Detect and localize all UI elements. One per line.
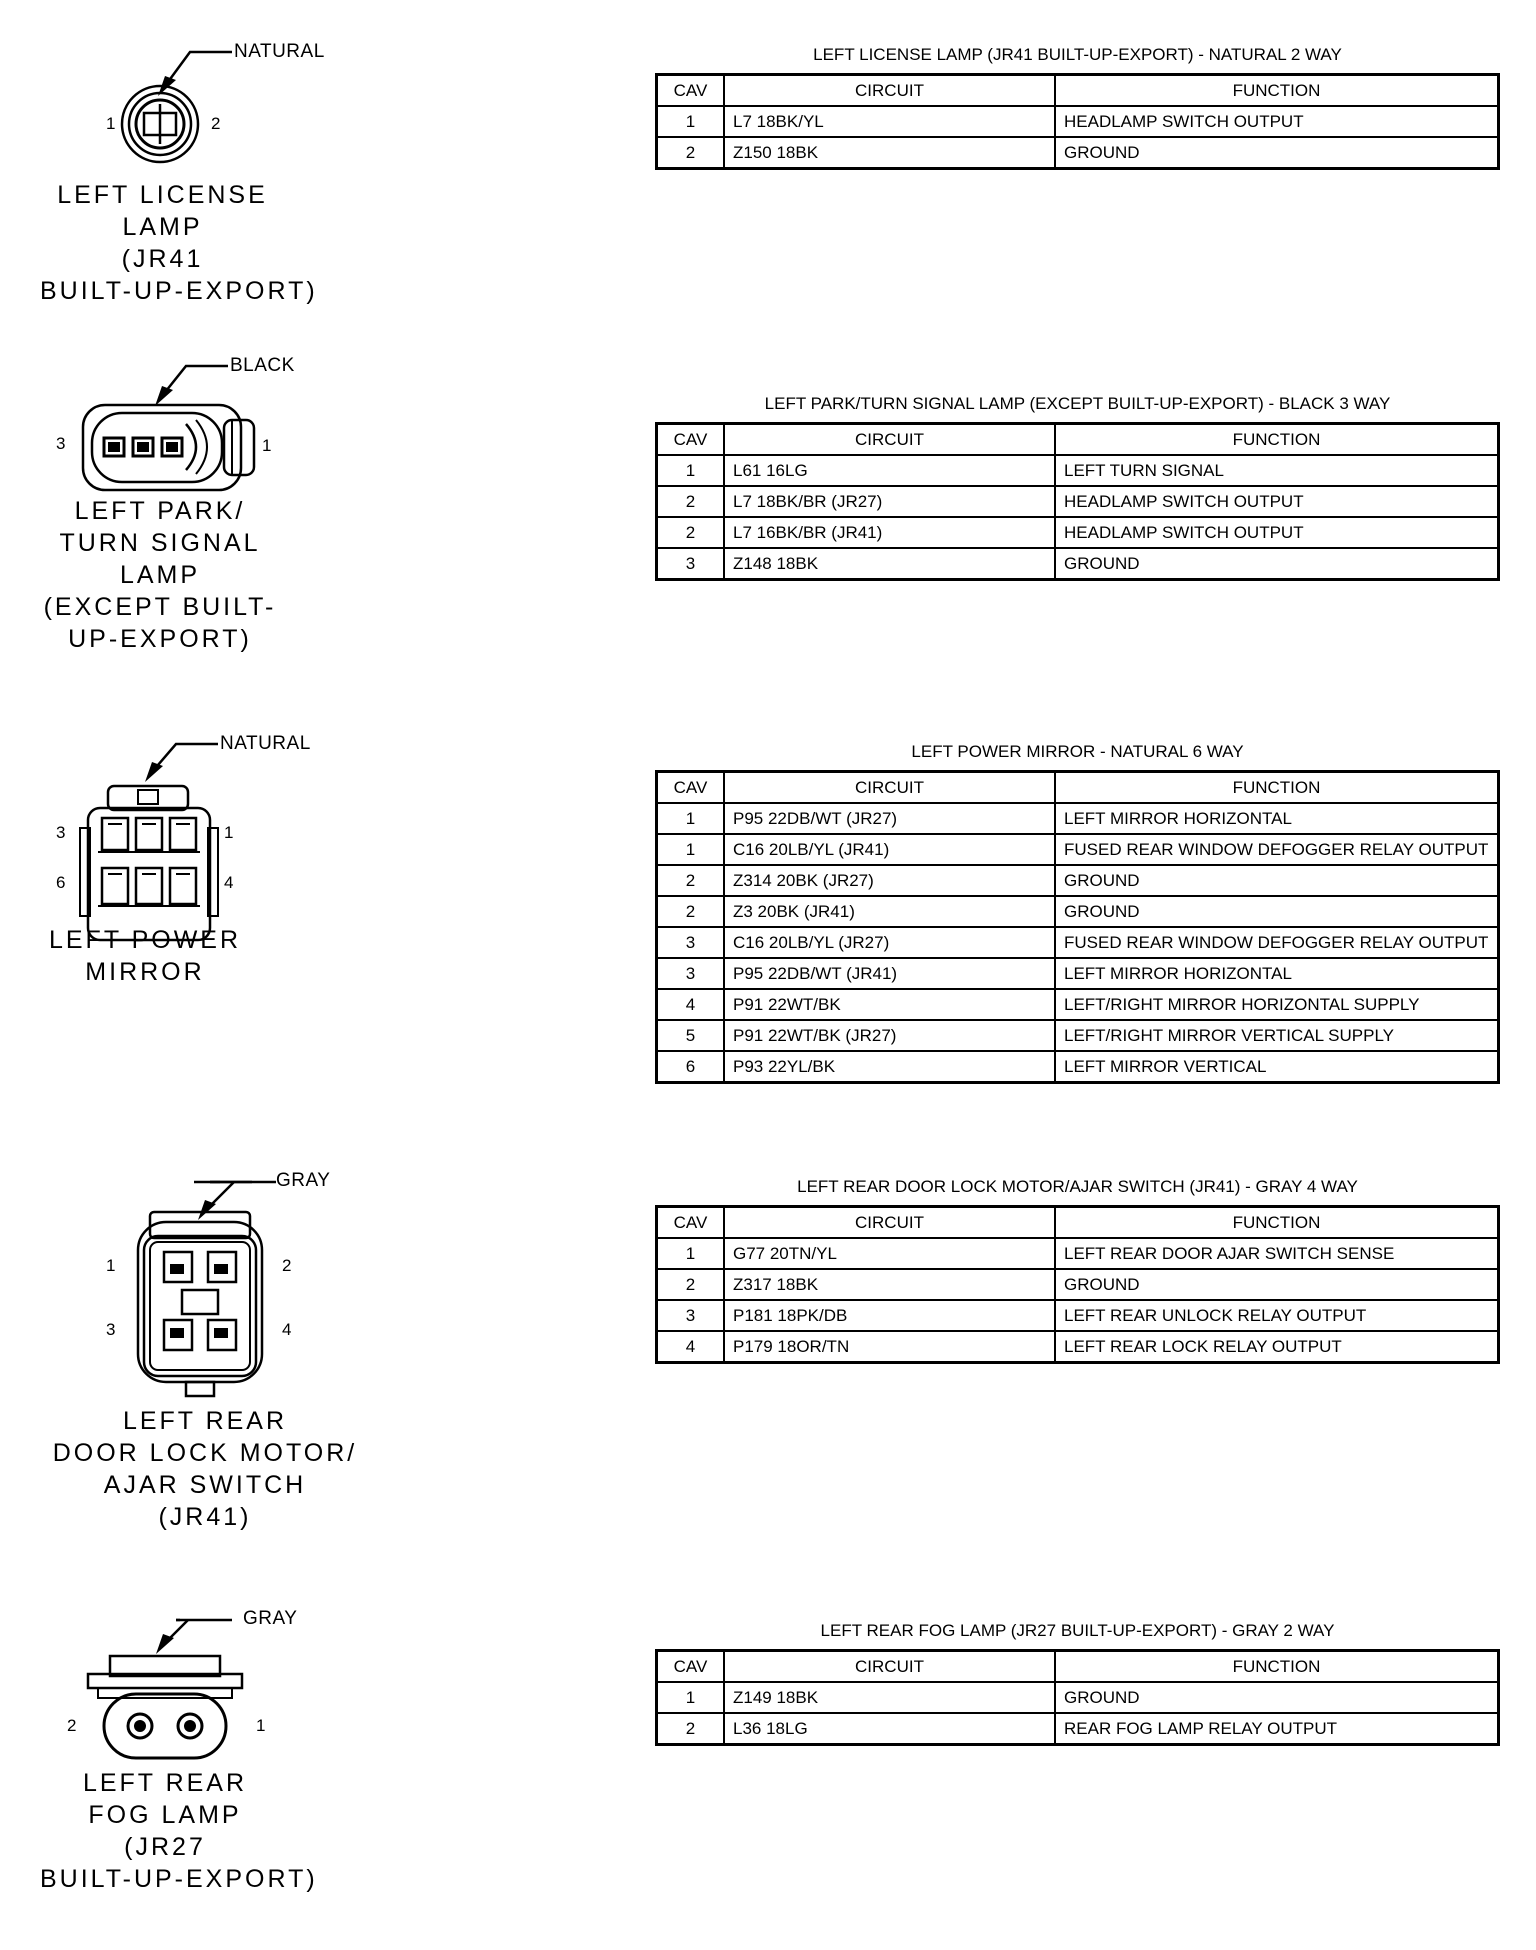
pinout-table (655, 422, 1500, 581)
table-title: LEFT POWER MIRROR - NATURAL 6 WAY (911, 742, 1244, 761)
connector-name-line: (JR27 (124, 1833, 206, 1861)
header-function: FUNCTION (1055, 1207, 1499, 1239)
function-cell: GROUND (1055, 896, 1499, 927)
function-cell: LEFT REAR DOOR AJAR SWITCH SENSE (1055, 1238, 1499, 1269)
connector-section-power-mirror (0, 730, 1536, 1130)
table-row (657, 1269, 1499, 1300)
table-row (657, 548, 1499, 580)
function-cell: LEFT/RIGHT MIRROR HORIZONTAL SUPPLY (1055, 989, 1499, 1020)
header-cav: CAV (657, 1651, 725, 1683)
circuit-cell: G77 20TN/YL (724, 1238, 1055, 1269)
table-row (657, 455, 1499, 486)
door-lock-connector-icon (0, 1160, 320, 1400)
circuit-cell: Z149 18BK (724, 1682, 1055, 1713)
function-cell: LEFT TURN SIGNAL (1055, 455, 1499, 486)
connector-name-line: LEFT REAR (122, 1407, 288, 1435)
pin-label: 6 (56, 873, 66, 892)
circuit-cell: L61 16LG (724, 455, 1055, 486)
table-row (657, 803, 1499, 834)
power-mirror-connector-icon (0, 730, 320, 930)
cav-cell: 3 (657, 548, 725, 580)
connector-name-line: TURN SIGNAL (59, 529, 261, 557)
table-row (657, 834, 1499, 865)
pinout-table (655, 770, 1500, 1084)
connector-name (20, 924, 270, 988)
connector-name (40, 179, 318, 307)
table-header-row (657, 424, 1499, 456)
pin-label: 3 (106, 1320, 116, 1339)
circuit-cell: Z317 18BK (724, 1269, 1055, 1300)
circuit-cell: Z3 20BK (JR41) (724, 896, 1055, 927)
cav-cell: 1 (657, 1682, 725, 1713)
connector-name-line: (JR41 (121, 245, 204, 273)
table-row (657, 1300, 1499, 1331)
circuit-cell: L7 16BK/BR (JR41) (724, 517, 1055, 548)
cav-cell: 3 (657, 927, 725, 958)
table-row (657, 989, 1499, 1020)
header-cav: CAV (657, 75, 725, 107)
pin-label: 1 (224, 823, 234, 842)
connector-name-line: LEFT REAR (82, 1769, 248, 1797)
cav-cell: 1 (657, 106, 725, 137)
cav-cell: 2 (657, 1269, 725, 1300)
circuit-cell: C16 20LB/YL (JR27) (724, 927, 1055, 958)
cav-cell: 2 (657, 517, 725, 548)
color-tag: NATURAL (220, 733, 311, 754)
header-circuit: CIRCUIT (724, 772, 1055, 804)
circuit-cell: L7 18BK/BR (JR27) (724, 486, 1055, 517)
pin-label: 4 (282, 1320, 292, 1339)
pin-label: 3 (56, 434, 66, 453)
header-circuit: CIRCUIT (724, 424, 1055, 456)
connector-name-line: UP-EXPORT) (68, 625, 252, 653)
cav-cell: 1 (657, 1238, 725, 1269)
connector-name-line: FOG LAMP (88, 1801, 242, 1829)
cav-cell: 3 (657, 1300, 725, 1331)
pin-label: 1 (262, 436, 272, 455)
header-cav: CAV (657, 772, 725, 804)
pin-label: 2 (282, 1256, 292, 1275)
circuit-cell: P91 22WT/BK (724, 989, 1055, 1020)
cav-cell: 4 (657, 989, 725, 1020)
function-cell: REAR FOG LAMP RELAY OUTPUT (1055, 1713, 1499, 1745)
function-cell: LEFT MIRROR VERTICAL (1055, 1051, 1499, 1083)
circuit-cell: P95 22DB/WT (JR27) (724, 803, 1055, 834)
table-row (657, 1020, 1499, 1051)
table-header-row (657, 1651, 1499, 1683)
cav-cell: 1 (657, 834, 725, 865)
table-row (657, 517, 1499, 548)
connector-name-line: (JR41) (158, 1503, 252, 1531)
table-row (657, 1238, 1499, 1269)
connector-section-park-turn-lamp (0, 350, 1536, 680)
cav-cell: 2 (657, 1713, 725, 1745)
table-header-row (657, 75, 1499, 107)
connector-name-line: LEFT PARK/ (74, 497, 246, 525)
header-function: FUNCTION (1055, 1651, 1499, 1683)
header-function: FUNCTION (1055, 75, 1499, 107)
function-cell: FUSED REAR WINDOW DEFOGGER RELAY OUTPUT (1055, 834, 1499, 865)
color-tag: NATURAL (234, 41, 325, 62)
cav-cell: 2 (657, 486, 725, 517)
table-row (657, 958, 1499, 989)
pin-label: 2 (67, 1716, 77, 1735)
circuit-cell: L7 18BK/YL (724, 106, 1055, 137)
table-title: LEFT PARK/TURN SIGNAL LAMP (EXCEPT BUILT-UP-EXPORT) - BLACK 3 WAY (764, 394, 1391, 413)
circuit-cell: P179 18OR/TN (724, 1331, 1055, 1363)
pin-label: 1 (256, 1716, 266, 1735)
connector-name (35, 495, 285, 655)
pinout-table (655, 73, 1500, 170)
pin-label: 2 (211, 114, 221, 133)
cav-cell: 1 (657, 455, 725, 486)
pinout-table (655, 1205, 1500, 1364)
function-cell: HEADLAMP SWITCH OUTPUT (1055, 106, 1499, 137)
cav-cell: 4 (657, 1331, 725, 1363)
header-function: FUNCTION (1055, 424, 1499, 456)
function-cell: LEFT REAR LOCK RELAY OUTPUT (1055, 1331, 1499, 1363)
table-row (657, 865, 1499, 896)
connector-name (40, 1767, 318, 1895)
header-cav: CAV (657, 1207, 725, 1239)
connector-name (50, 1405, 360, 1533)
connector-name-line: LEFT LICENSE (57, 181, 268, 209)
connector-section-rear-fog-lamp (0, 1600, 1536, 1950)
circuit-cell: Z150 18BK (724, 137, 1055, 169)
table-row (657, 106, 1499, 137)
header-circuit: CIRCUIT (724, 1207, 1055, 1239)
function-cell: GROUND (1055, 1269, 1499, 1300)
table-title: LEFT REAR FOG LAMP (JR27 BUILT-UP-EXPORT) - GRAY 2 WAY (820, 1621, 1335, 1640)
circuit-cell: P95 22DB/WT (JR41) (724, 958, 1055, 989)
table-header-row (657, 1207, 1499, 1239)
circuit-cell: C16 20LB/YL (JR41) (724, 834, 1055, 865)
color-tag: GRAY (276, 1170, 331, 1191)
function-cell: GROUND (1055, 137, 1499, 169)
pinout-table (655, 1649, 1500, 1746)
circuit-cell: P181 18PK/DB (724, 1300, 1055, 1331)
header-circuit: CIRCUIT (724, 1651, 1055, 1683)
circuit-cell: Z314 20BK (JR27) (724, 865, 1055, 896)
connector-name-line: LEFT POWER (48, 926, 242, 954)
function-cell: LEFT MIRROR HORIZONTAL (1055, 803, 1499, 834)
table-row (657, 927, 1499, 958)
connector-name-line: (EXCEPT BUILT- (43, 593, 277, 621)
pin-label: 4 (224, 873, 234, 892)
connector-section-license-lamp (0, 0, 1536, 330)
function-cell: LEFT REAR UNLOCK RELAY OUTPUT (1055, 1300, 1499, 1331)
cav-cell: 2 (657, 896, 725, 927)
circuit-cell: L36 18LG (724, 1713, 1055, 1745)
function-cell: LEFT/RIGHT MIRROR VERTICAL SUPPLY (1055, 1020, 1499, 1051)
function-cell: GROUND (1055, 548, 1499, 580)
connector-name-line: BUILT-UP-EXPORT) (40, 277, 318, 305)
cav-cell: 2 (657, 865, 725, 896)
table-row (657, 896, 1499, 927)
table-row (657, 137, 1499, 169)
connector-section-rear-door-lock (0, 1160, 1536, 1580)
circuit-cell: Z148 18BK (724, 548, 1055, 580)
table-row (657, 1331, 1499, 1363)
color-tag: BLACK (230, 355, 295, 376)
header-function: FUNCTION (1055, 772, 1499, 804)
function-cell: LEFT MIRROR HORIZONTAL (1055, 958, 1499, 989)
cav-cell: 2 (657, 137, 725, 169)
table-row (657, 1051, 1499, 1083)
table-header-row (657, 772, 1499, 804)
function-cell: GROUND (1055, 865, 1499, 896)
function-cell: GROUND (1055, 1682, 1499, 1713)
pin-label: 3 (56, 823, 66, 842)
connector-name-line: LAMP (119, 561, 201, 589)
connector-name-line: DOOR LOCK MOTOR/ (52, 1439, 358, 1467)
connector-name-line: MIRROR (85, 958, 205, 986)
cav-cell: 1 (657, 803, 725, 834)
pin-label: 1 (106, 114, 116, 133)
table-title: LEFT LICENSE LAMP (JR41 BUILT-UP-EXPORT) - NATURAL 2 WAY (813, 45, 1342, 64)
connector-name-line: LAMP (122, 213, 203, 241)
cav-cell: 5 (657, 1020, 725, 1051)
table-row (657, 486, 1499, 517)
connector-name-line: BUILT-UP-EXPORT) (40, 1865, 318, 1893)
table-row (657, 1713, 1499, 1745)
pin-label: 1 (106, 1256, 116, 1275)
header-cav: CAV (657, 424, 725, 456)
table-title: LEFT REAR DOOR LOCK MOTOR/AJAR SWITCH (JR41) - GRAY 4 WAY (797, 1177, 1358, 1196)
cav-cell: 6 (657, 1051, 725, 1083)
header-circuit: CIRCUIT (724, 75, 1055, 107)
cav-cell: 3 (657, 958, 725, 989)
color-tag: GRAY (243, 1608, 298, 1629)
function-cell: HEADLAMP SWITCH OUTPUT (1055, 517, 1499, 548)
circuit-cell: P93 22YL/BK (724, 1051, 1055, 1083)
function-cell: FUSED REAR WINDOW DEFOGGER RELAY OUTPUT (1055, 927, 1499, 958)
circuit-cell: P91 22WT/BK (JR27) (724, 1020, 1055, 1051)
function-cell: HEADLAMP SWITCH OUTPUT (1055, 486, 1499, 517)
connector-name-line: AJAR SWITCH (103, 1471, 307, 1499)
table-row (657, 1682, 1499, 1713)
